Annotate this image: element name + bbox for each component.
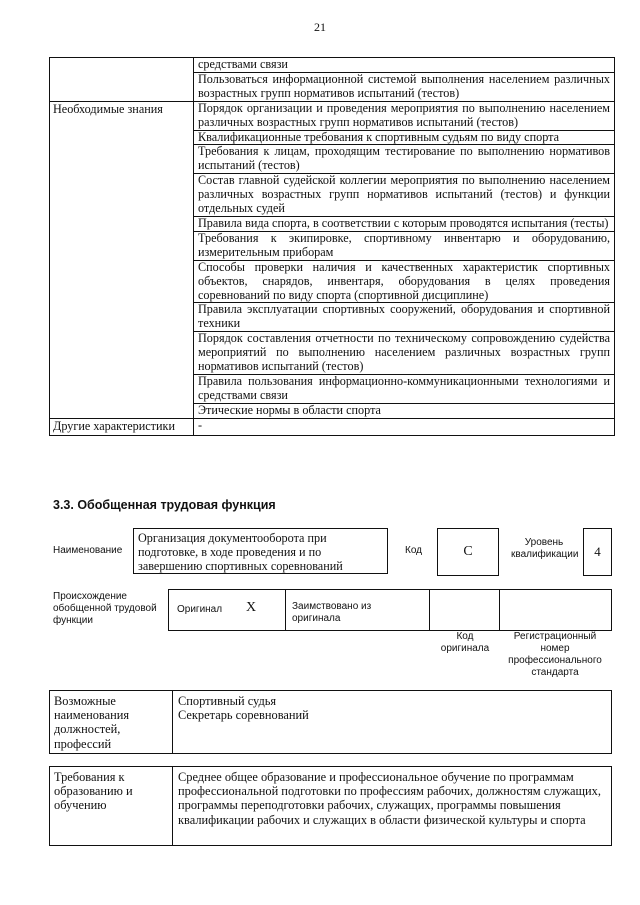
table-cell-right: Пользоваться информационной системой выполнения населением различных возрастных групп нормативов испытаний (тестов) xyxy=(194,72,615,101)
positions-label: Возможные наименования должностей, профессий xyxy=(54,694,130,751)
code-box xyxy=(437,528,499,576)
original-mark: X xyxy=(246,600,257,615)
level-value: 4 xyxy=(594,544,601,559)
table-cell-right: Правила эксплуатации спортивных сооружений, оборудования и спортивной техники xyxy=(194,303,615,332)
education-label: Требования к образованию и обучению xyxy=(54,770,133,813)
origin-label: Происхождение обобщенной трудовой функции xyxy=(53,591,157,626)
education-value: Среднее общее образование и профессиональное обучение по программам профессиональной подготовки по профессиям рабочих, должностям служащих, программы переподготовки рабочих, служащих, программы повышения квалификации рабочих и служащих в области физической культуры и спорта xyxy=(178,770,601,827)
positions-value-2: Секретарь соревнований xyxy=(178,708,309,722)
code-caption: Код оригинала xyxy=(440,631,490,654)
table-row xyxy=(50,58,615,73)
positions-table xyxy=(49,690,612,754)
knowledge-table xyxy=(49,57,615,436)
code-value: C xyxy=(463,544,473,559)
origin-table xyxy=(168,589,612,631)
table-cell-right: Способы проверки наличия и качественных характеристик спортивных объектов, снарядов, инвентаря, оборудования в целях проведения соревнований по виду спорта (спортивной дисциплине) xyxy=(194,260,615,303)
table-cell-right: средствами связи xyxy=(194,58,615,73)
positions-value-1: Спортивный судья xyxy=(178,694,277,708)
table-cell-left: Необходимые знания xyxy=(50,101,194,418)
table-row xyxy=(50,418,615,435)
divider xyxy=(429,590,430,630)
table-cell-left: Другие характеристики xyxy=(50,418,194,435)
table-cell-right: - xyxy=(194,418,615,435)
divider xyxy=(285,590,286,630)
table-cell-left xyxy=(50,58,194,102)
divider xyxy=(499,590,500,630)
table-cell-right: Правила вида спорта, в соответствии с которым проводятся испытания (тесты) xyxy=(194,216,615,231)
borrowed-label: Заимствовано из оригинала xyxy=(292,601,372,624)
page-number: 21 xyxy=(314,20,326,34)
level-box xyxy=(583,528,612,576)
table-row xyxy=(50,101,615,130)
section-heading: 3.3. Обобщенная трудовая функция xyxy=(53,498,276,512)
table-cell-right: Порядок организации и проведения мероприятия по выполнению населением различных возрастных групп нормативов испытаний (тестов) xyxy=(194,101,615,130)
divider xyxy=(172,691,173,753)
function-name-box xyxy=(133,528,388,574)
table-cell-right: Состав главной судейской коллегии мероприятия по выполнению населением различных возрастных групп нормативов испытаний (тестов) и функции отдельных судей xyxy=(194,174,615,217)
level-label: Уровень квалификации xyxy=(511,537,579,560)
code-label: Код xyxy=(405,545,423,556)
original-label: Оригинал xyxy=(177,604,223,615)
table-cell-right: Правила пользования информационно-коммуникационными технологиями и средствами связи xyxy=(194,374,615,403)
table-cell-right: Порядок составления отчетности по техническому сопровождению судейства мероприятий по выполнению населением различных возрастных групп нормативов испытаний (тестов) xyxy=(194,332,615,375)
education-table xyxy=(49,766,612,846)
table-cell-right: Требования к лицам, проходящим тестирование по выполнению нормативов испытаний (тестов) xyxy=(194,145,615,174)
table-cell-right: Этические нормы в области спорта xyxy=(194,403,615,418)
reg-caption: Регистрационный номер профессионального стандарта xyxy=(508,631,602,678)
function-name: Организация документооборота при подготовке, в ходе проведения и по завершению спортивных соревнований xyxy=(138,531,343,573)
divider xyxy=(172,767,173,845)
name-label: Наименование xyxy=(53,545,123,556)
table-cell-right: Квалификационные требования к спортивным судьям по виду спорта xyxy=(194,130,615,145)
table-cell-right: Требования к экипировке, спортивному инвентарю и оборудованию, измерительным приборам xyxy=(194,231,615,260)
